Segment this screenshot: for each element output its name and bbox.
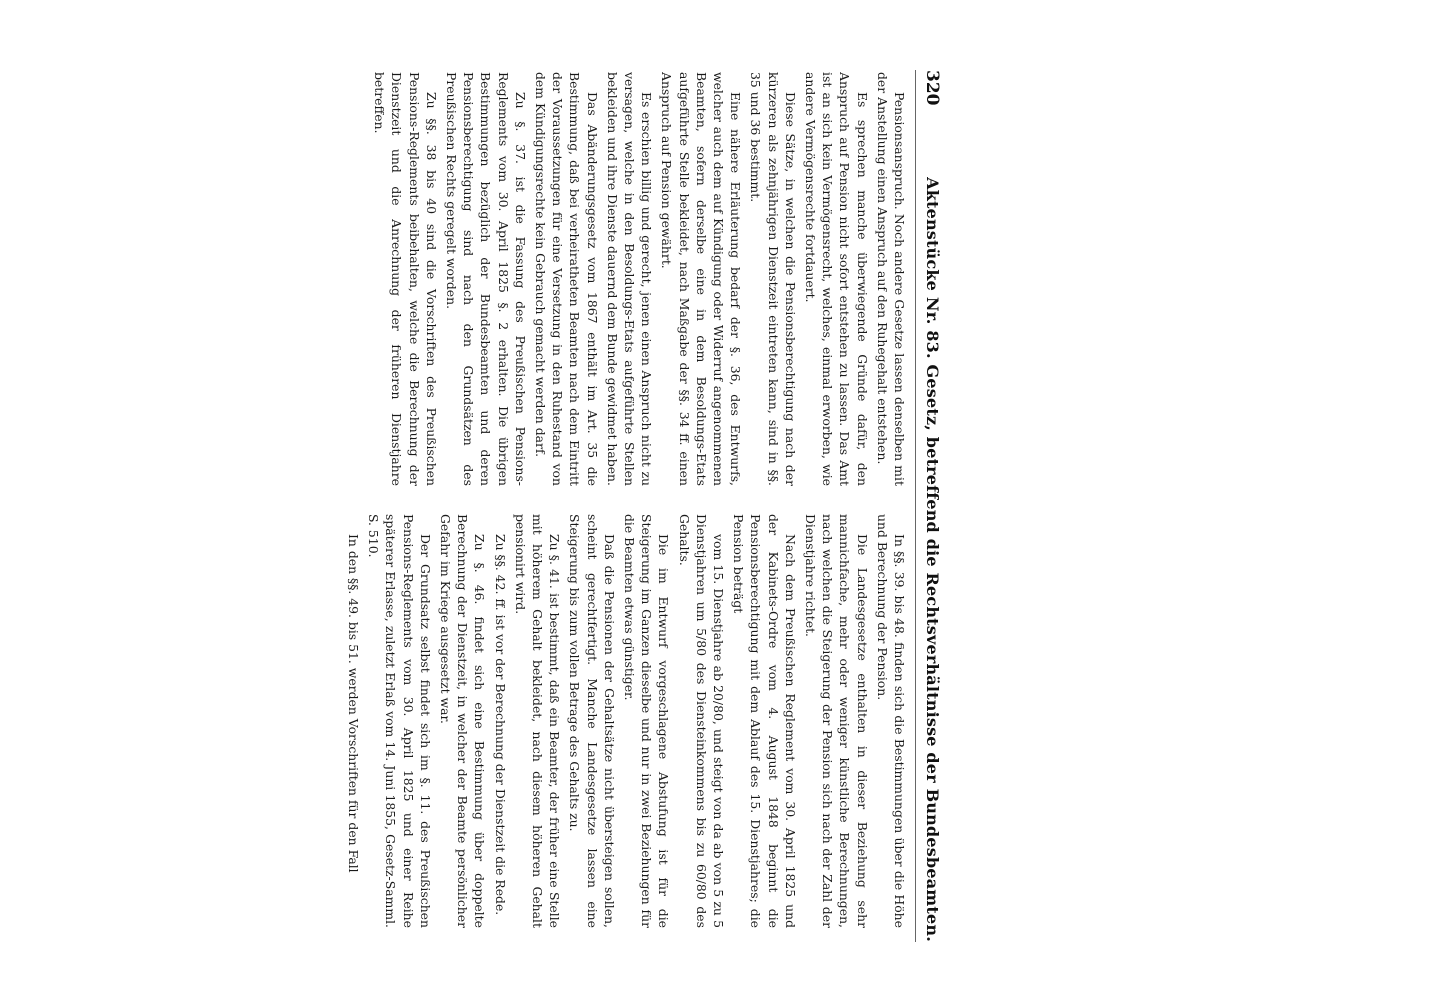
paragraph: Es erschien billig und gerecht, jenen einen Anspruch nicht zu versagen, welche in den Besoldungs-Etats aufgeführte Stellen bekleiden und ihre Dienste dauernd dem Bunde gewidmet haben. [604, 72, 655, 486]
paragraph: Pensionsanspruch. Noch andere Gesetze lassen denselben mit der Anstellung einen Anspruch auf den Ruhegehalt entstehen. [874, 72, 907, 486]
paragraph: Das Abänderungsgesetz vom 1867 enthält im Art. 35 die Bestimmung, daß bei verheiratheten Beamten nach dem Eintritt der Voraussetzungen für eine Versetzung in den Ruhestand von dem Kündigungsrechte kein Gebrauch gemacht werden darf. [532, 72, 600, 486]
running-title: Aktenstücke Nr. 83. Gesetz, betreffend die Rechtsverhältnisse der Bundesbeamten. [923, 177, 942, 942]
paragraph: Es sprechen manche überwiegende Gründe dafür, den Anspruch auf Pension nicht sofort entstehen zu lassen. Das Amt ist an sich kein Vermögensrecht, welches, einmal erworben, wie andere Vermögensrechte fortdauert. [802, 72, 870, 486]
running-header [915, 70, 942, 942]
paragraph: Zu §§. 42. ff. ist vor der Berechnung der Dienstzeit die Rede. [492, 534, 508, 916]
paragraph: Daß die Pensionen der Gehaltsätze nicht übersteigen sollen, scheint gerechtfertigt. Manche Landesgesetze lassen eine Steigerung bis zum vollen Betrage des Gehalts zu. [567, 514, 617, 928]
paragraph: vom 15. Dienstjahre ab 20/80, und steigt von da ab von 5 zu 5 Dienstjahren um 5/80 des Diensteinkommens bis zu 60/80 des Gehalts. [676, 514, 726, 928]
page-number: 320 [922, 70, 942, 106]
paragraph: Nach dem Preußischen Reglement vom 30. April 1825 und der Kabinets-Ordre vom 4. August 1848 beginnt die Pensionsberechtigung mit dem Ablauf des 15. Dienstjahres; die Pension beträgt [731, 514, 798, 928]
paragraph: Die im Entwurf vorgeschlagene Abstufung ist für die Steigerung im Ganzen dieselbe und nur in zwei Beziehungen für die Beamten etwas günstiger. [621, 514, 672, 928]
paragraph: In den §§. 49. bis 51. werden Vorschriften für den Fall [345, 534, 361, 873]
paragraph: In §§. 39. bis 48. finden sich die Bestimmungen über die Höhe und Berechnung der Pension. [874, 514, 907, 928]
paragraph: Zu §§. 38 bis 40 sind die Vorschriften des Preußischen Pensions-Reglements beibehalten, welche die Berechnung der Dienstzeit und die Anrechnung der früheren Dienstjahre betreffen. [372, 72, 439, 486]
paragraph: Zu §. 41. ist bestimmt, daß ein Beamter, der früher eine Stelle mit höherem Gehalt bekleidet, nach diesem höheren Gehalt pensionirt wird. [512, 514, 563, 928]
paragraph: Eine nähere Erläuterung bedarf der §. 36, des Entwurfs, welcher auch dem auf Kündigung oder Widerruf angenommenen Beamten, sofern derselbe eine in dem Besoldungs-Etats aufgeführte Stelle bekleidet, nach Maßgabe der §§. 34 ff. einen Anspruch auf Pension gewährt. [659, 72, 744, 486]
text-column-right [0, 514, 908, 928]
text-column-left [0, 72, 908, 486]
paragraph: Zu §. 37. ist die Fassung des Preußischen Pensions-Reglements vom 30. April 1825 §. 2 erhalten. Die übrigen Bestimmungen bezüglich der Bundesbeamten und deren Pensionsberechtigung sind nach den Grundsätzen des Preußischen Rechts geregelt worden. [443, 72, 528, 486]
paragraph: Die Landesgesetze enthalten in dieser Beziehung sehr mannichfache, mehr oder weniger künstliche Berechnungen, nach welchen die Steigerung der Pension sich nach der Zahl der Dienstjahre richtet. [802, 514, 870, 928]
paragraph: Zu §. 46. findet sich eine Bestimmung über doppelte Berechnung der Dienstzeit, in welcher der Beamte persönlicher Gefahr im Kriege ausgesetzt war. [437, 514, 488, 928]
paragraph: Der Grundsatz selbst findet sich im §. 11. des Preußischen Pensions-Reglements vom 30. April 1825 und einer Reihe späterer Erlasse, zuletzt Erlaß vom 14. Juni 1855, Gesetz-Samml. S. 510. [366, 514, 433, 928]
paragraph: Diese Sätze, in welchen die Pensionsberechtigung nach der kürzeren als zehnjährigen Dienstzeit eintreten kann, sind in §§. 35 und 36 bestimmt. [748, 72, 798, 486]
